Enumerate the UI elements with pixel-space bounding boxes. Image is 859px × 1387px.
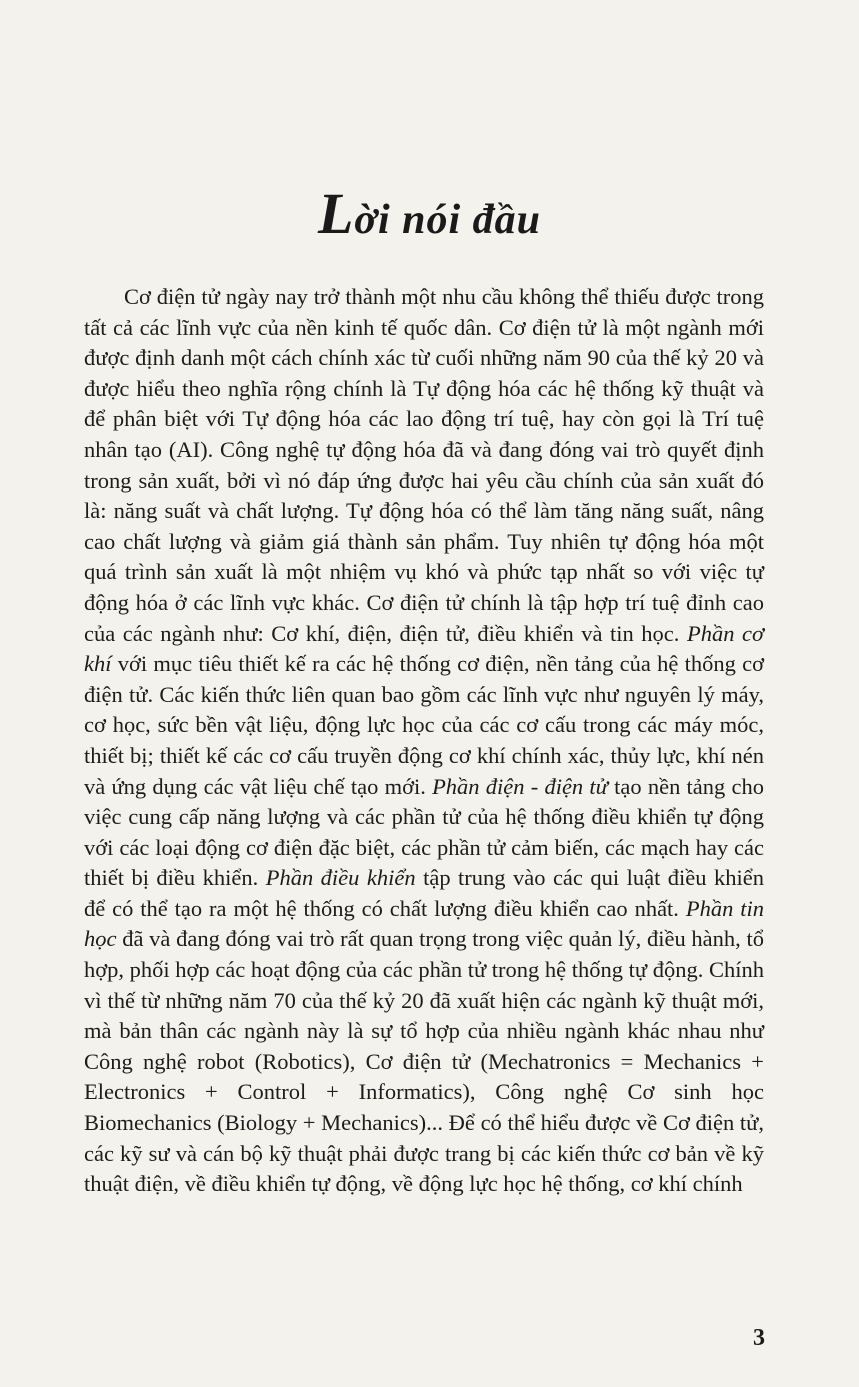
page-number: 3 — [753, 1325, 765, 1351]
title-first-letter: L — [317, 181, 355, 246]
italic-run: Phần điều khiển — [265, 865, 416, 891]
text-run: tập trung vào các qui luật điều khiển để có thể tạo ra một hệ thống có chất lượng điều khiển cao nhất. — [84, 865, 764, 921]
italic-run: Phần cơ khí — [84, 620, 764, 677]
italic-run: Phần tin học — [84, 895, 764, 952]
text-run: tạo nền tảng cho việc cung cấp năng lượng và các phần tử của hệ thống điều khiển tự động với các loại động cơ điện đặc biệt, các phần tử cảm biến, các mạch hay các thiết bị điều khiển. — [84, 773, 764, 891]
italic-run: Phần điện - điện tử — [432, 773, 608, 799]
text-run: với mục tiêu thiết kế ra các hệ thống cơ điện, nền tảng của hệ thống cơ điện tử. Các kiến thức liên quan bao gồm các lĩnh vực như nguyên lý máy, cơ học, sức bền vật liệu, động lực học của các cơ cấu trong các máy móc, thiết bị; thiết kế các cơ cấu truyền động cơ khí chính xác, thủy lực, khí nén và ứng dụng các vật liệu chế tạo mới. — [84, 651, 764, 799]
text-run: đã và đang đóng vai trò rất quan trọng trong việc quản lý, điều hành, tổ hợp, phối hợp các hoạt động của các phần tử trong hệ thống tự động. Chính vì thế từ những năm 70 của thế kỷ 20 đã xuất hiện các ngành kỹ thuật mới, mà bản thân các ngành này là sự tổ hợp của nhiều ngành khác nhau như Công nghệ robot (Robotics), Cơ điện tử (Mechatronics = Mechanics + Electronics + Control + Informatics), Công nghệ Cơ sinh học Biomechanics (Biology + Mechanics)... Để có thể hiểu được về Cơ điện tử, các kỹ sư và cán bộ kỹ thuật phải được trang bị các kiến thức cơ bản về kỹ thuật điện, về điều khiển tự động, về động lực học hệ thống, cơ khí chính — [84, 926, 764, 1197]
text-run: Cơ điện tử ngày nay trở thành một nhu cầu không thể thiếu được trong tất cả các lĩnh vực của nền kinh tế quốc dân. Cơ điện tử là một ngành mới được định danh một cách chính xác từ cuối những năm 90 của thế kỷ 20 và được hiểu theo nghĩa rộng chính là Tự động hóa các hệ thống kỹ thuật và để phân biệt với Tự động hóa các lao động trí tuệ, hay còn gọi là Trí tuệ nhân tạo (AI). Công nghệ tự động hóa đã và đang đóng vai trò quyết định trong sản xuất, bởi vì nó đáp ứng được hai yêu cầu chính của sản xuất đó là: năng suất và chất lượng. Tự động hóa có thể làm tăng năng suất, nâng cao chất lượng và giảm giá thành sản phẩm. Tuy nhiên tự động hóa một quá trình sản xuất là một nhiệm vụ khó và phức tạp nhất so với việc tự động hóa ở các lĩnh vực khác. Cơ điện tử chính là tập hợp trí tuệ đỉnh cao của các ngành như: Cơ khí, điện, điện tử, điều khiển và tin học. — [84, 284, 764, 646]
page-title — [0, 180, 859, 247]
title-rest: ời nói đầu — [354, 197, 542, 243]
body-paragraph — [84, 282, 764, 1200]
